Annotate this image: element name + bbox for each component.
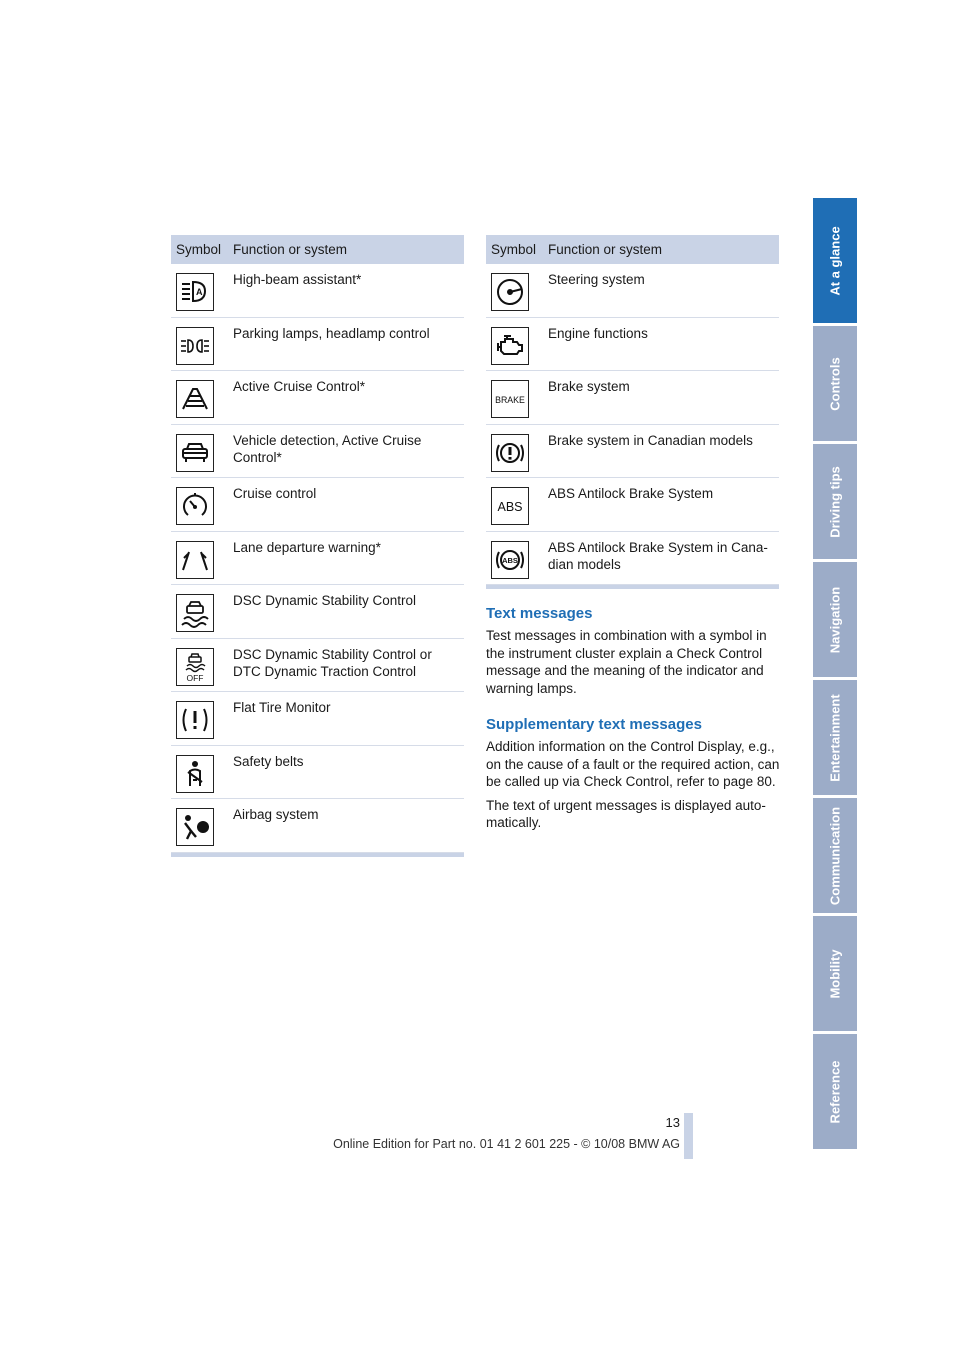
row-text: Brake system (548, 379, 630, 394)
cruise-control-icon (176, 487, 214, 525)
row-text: Cruise control (233, 486, 317, 501)
section-paragraph: Test messages in combination with a symbol in the instrument cluster explain a Check Control message and the meaning of the indicator and warning lamps. (486, 628, 767, 696)
active-cruise-control-icon (176, 380, 214, 418)
tab-at-a-glance[interactable]: At a glance (813, 198, 857, 323)
table-row (171, 692, 464, 746)
brake-circle-icon (491, 434, 529, 472)
table-row (171, 746, 464, 800)
header-symbol: Symbol (491, 242, 537, 257)
row-text: Steering system (548, 272, 645, 287)
vehicle-detection-icon (176, 434, 214, 472)
dsc-off-icon (176, 648, 214, 686)
brake-text-icon (491, 380, 529, 418)
row-text: Lane departure warning* (233, 539, 381, 555)
header-function: Function or system (233, 242, 348, 257)
symbol-table-right (486, 235, 779, 589)
svg-text:A: A (196, 287, 203, 297)
row-text: Engine functions (548, 325, 648, 341)
row-text: ABS Antilock Brake System in Cana-dian models (548, 539, 768, 572)
chapter-tabs (813, 198, 857, 1152)
tab-navigation[interactable]: Navigation (813, 562, 857, 677)
row-text: ABS Antilock Brake System (548, 486, 714, 501)
table-row (171, 264, 464, 318)
table-row (171, 371, 464, 425)
table-row (486, 478, 779, 532)
supplementary-section (486, 716, 782, 832)
table-header (486, 235, 779, 264)
row-text: DSC Dynamic Stability Control or DTC Dynamic Traction Control (233, 646, 432, 679)
text-messages-section (486, 605, 782, 697)
table-row (486, 264, 779, 318)
dsc-off-label: OFF (186, 672, 204, 683)
lane-departure-icon (176, 541, 214, 579)
table-footer-bar (486, 585, 779, 589)
steering-icon (491, 273, 529, 311)
table-row (171, 532, 464, 586)
airbag-icon (176, 808, 214, 846)
table-row (171, 425, 464, 479)
page-number: 13 (665, 1115, 680, 1130)
tab-driving-tips[interactable]: Driving tips (813, 444, 857, 559)
abs-label: ABS (497, 500, 523, 514)
header-symbol: Symbol (176, 242, 222, 257)
tab-controls[interactable]: Controls (813, 326, 857, 441)
row-text: High-beam assistant* (233, 272, 362, 287)
high-beam-assistant-icon (176, 273, 214, 311)
table-row (486, 371, 779, 425)
row-text: Active Cruise Control* (233, 379, 366, 394)
parking-lamps-icon (176, 327, 214, 365)
row-text: DSC Dynamic Stability Control (233, 593, 417, 608)
tab-entertainment[interactable]: Entertainment (813, 680, 857, 795)
row-text: Airbag system (233, 807, 319, 822)
table-row (171, 478, 464, 532)
engine-icon (491, 327, 529, 365)
table-row (486, 318, 779, 372)
table-row (486, 532, 779, 586)
symbol-table-left (171, 235, 464, 857)
section-paragraph: The text of urgent messages is displayed auto-matically. (486, 797, 766, 830)
section-heading: Supplementary text messages (486, 716, 702, 733)
table-row (171, 318, 464, 372)
row-text: Safety belts (233, 753, 304, 769)
dsc-icon (176, 594, 214, 632)
row-text: Vehicle detection, Active Cruise Control* (233, 432, 422, 465)
abs-text-icon (491, 487, 529, 525)
flat-tire-icon (176, 701, 214, 739)
row-text: Brake system in Canadian models (548, 432, 753, 448)
abs-circle-icon (491, 541, 529, 579)
footer-text: Online Edition for Part no. 01 41 2 601 225 - © 10/08 BMW AG (333, 1137, 680, 1151)
table-header (171, 235, 464, 264)
row-text: Flat Tire Monitor (233, 700, 331, 715)
section-paragraph: Addition information on the Control Display, e.g., on the cause of a fault or the required action, can be called up via Check Control, refer to page 80. (486, 739, 780, 789)
table-footer-bar (171, 853, 464, 857)
tab-communication[interactable]: Communication (813, 798, 857, 913)
safety-belt-icon (176, 755, 214, 793)
table-row (171, 799, 464, 853)
section-heading: Text messages (486, 605, 593, 622)
table-row (171, 639, 464, 693)
row-text: Parking lamps, headlamp control (233, 325, 430, 341)
brake-label: BRAKE (495, 395, 525, 405)
header-function: Function or system (548, 242, 663, 257)
tab-reference[interactable]: Reference (813, 1034, 857, 1149)
table-row (171, 585, 464, 639)
table-row (486, 425, 779, 479)
page-number-bar (684, 1113, 693, 1159)
abs-circle-label: ABS (502, 555, 518, 565)
tab-mobility[interactable]: Mobility (813, 916, 857, 1031)
